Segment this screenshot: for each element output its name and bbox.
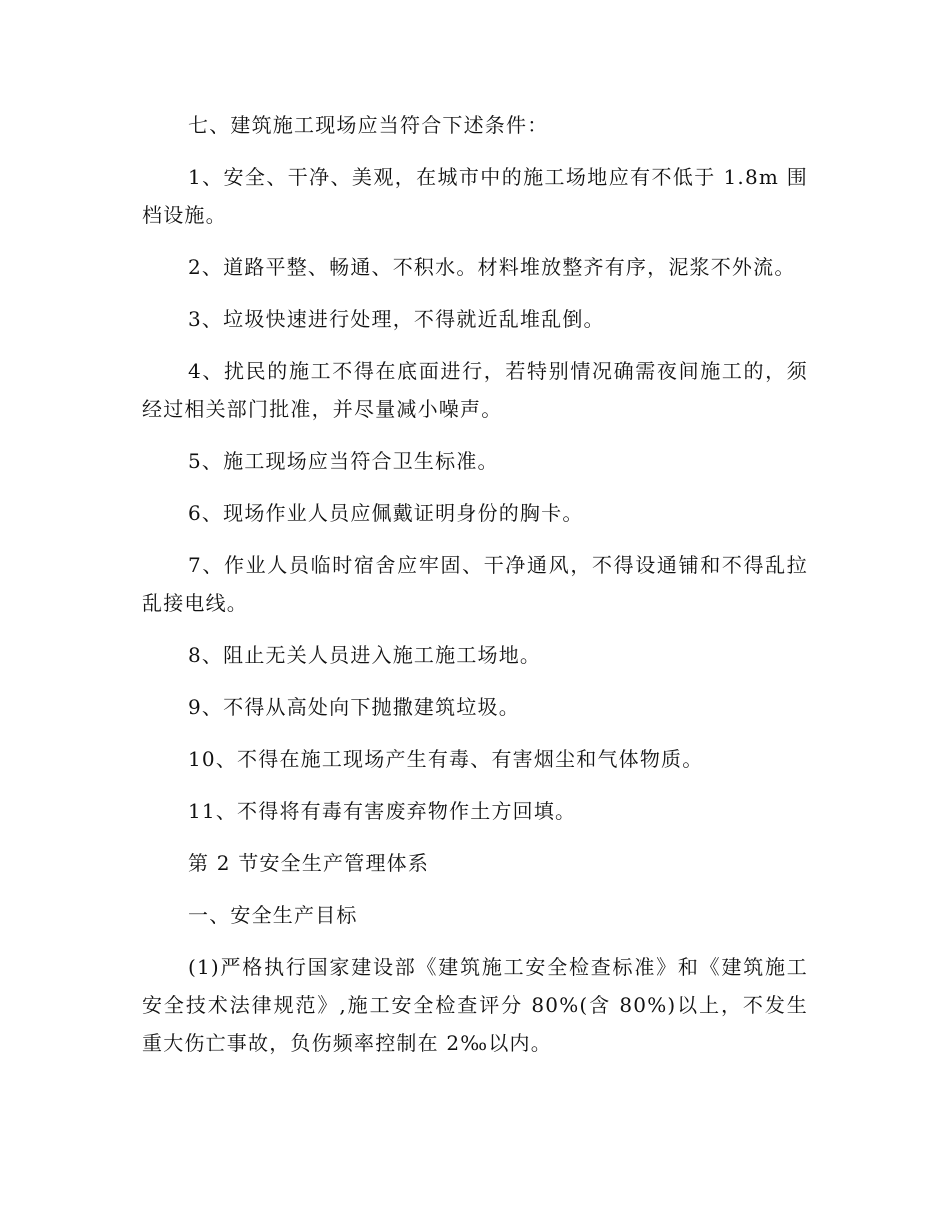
subsection-heading: 一、安全生产目标: [188, 903, 358, 927]
list-item: 6、现场作业人员应佩戴证明身份的胸卡。: [188, 501, 584, 525]
list-item: 1、安全、干净、美观，在城市中的施工场地应有不低于 1.8m 围档设施。: [142, 165, 808, 227]
list-item: 9、不得从高处向下抛撒建筑垃圾。: [188, 695, 520, 719]
body-paragraph: (1)严格执行国家建设部《建筑施工安全检查标准》和《建筑施工安全技术法律规范》,施工安全检查评分 80%(含 80%)以上，不发生重大伤亡事故，负伤频率控制在 2‰以内。: [142, 955, 808, 1055]
document-body: [142, 106, 808, 1076]
list-item: 7、作业人员临时宿舍应牢固、干净通风，不得设通铺和不得乱拉乱接电线。: [142, 553, 808, 615]
list-item: 3、垃圾快速进行处理，不得就近乱堆乱倒。: [188, 307, 605, 331]
section-heading-7: 七、建筑施工现场应当符合下述条件：: [188, 113, 549, 137]
list-item: 10、不得在施工现场产生有毒、有害烟尘和气体物质。: [188, 747, 704, 771]
list-item: 11、不得将有毒有害废弃物作土方回填。: [188, 799, 577, 823]
list-item: 2、道路平整、畅通、不积水。材料堆放整齐有序，泥浆不外流。: [188, 255, 796, 279]
list-item: 4、扰民的施工不得在底面进行，若特别情况确需夜间施工的，须经过相关部门批准，并尽量减小噪声。: [142, 359, 808, 421]
section-title: 第 2 节安全生产管理体系: [188, 851, 430, 875]
list-item: 5、施工现场应当符合卫生标准。: [188, 449, 499, 473]
list-item: 8、阻止无关人员进入施工施工场地。: [188, 643, 542, 667]
